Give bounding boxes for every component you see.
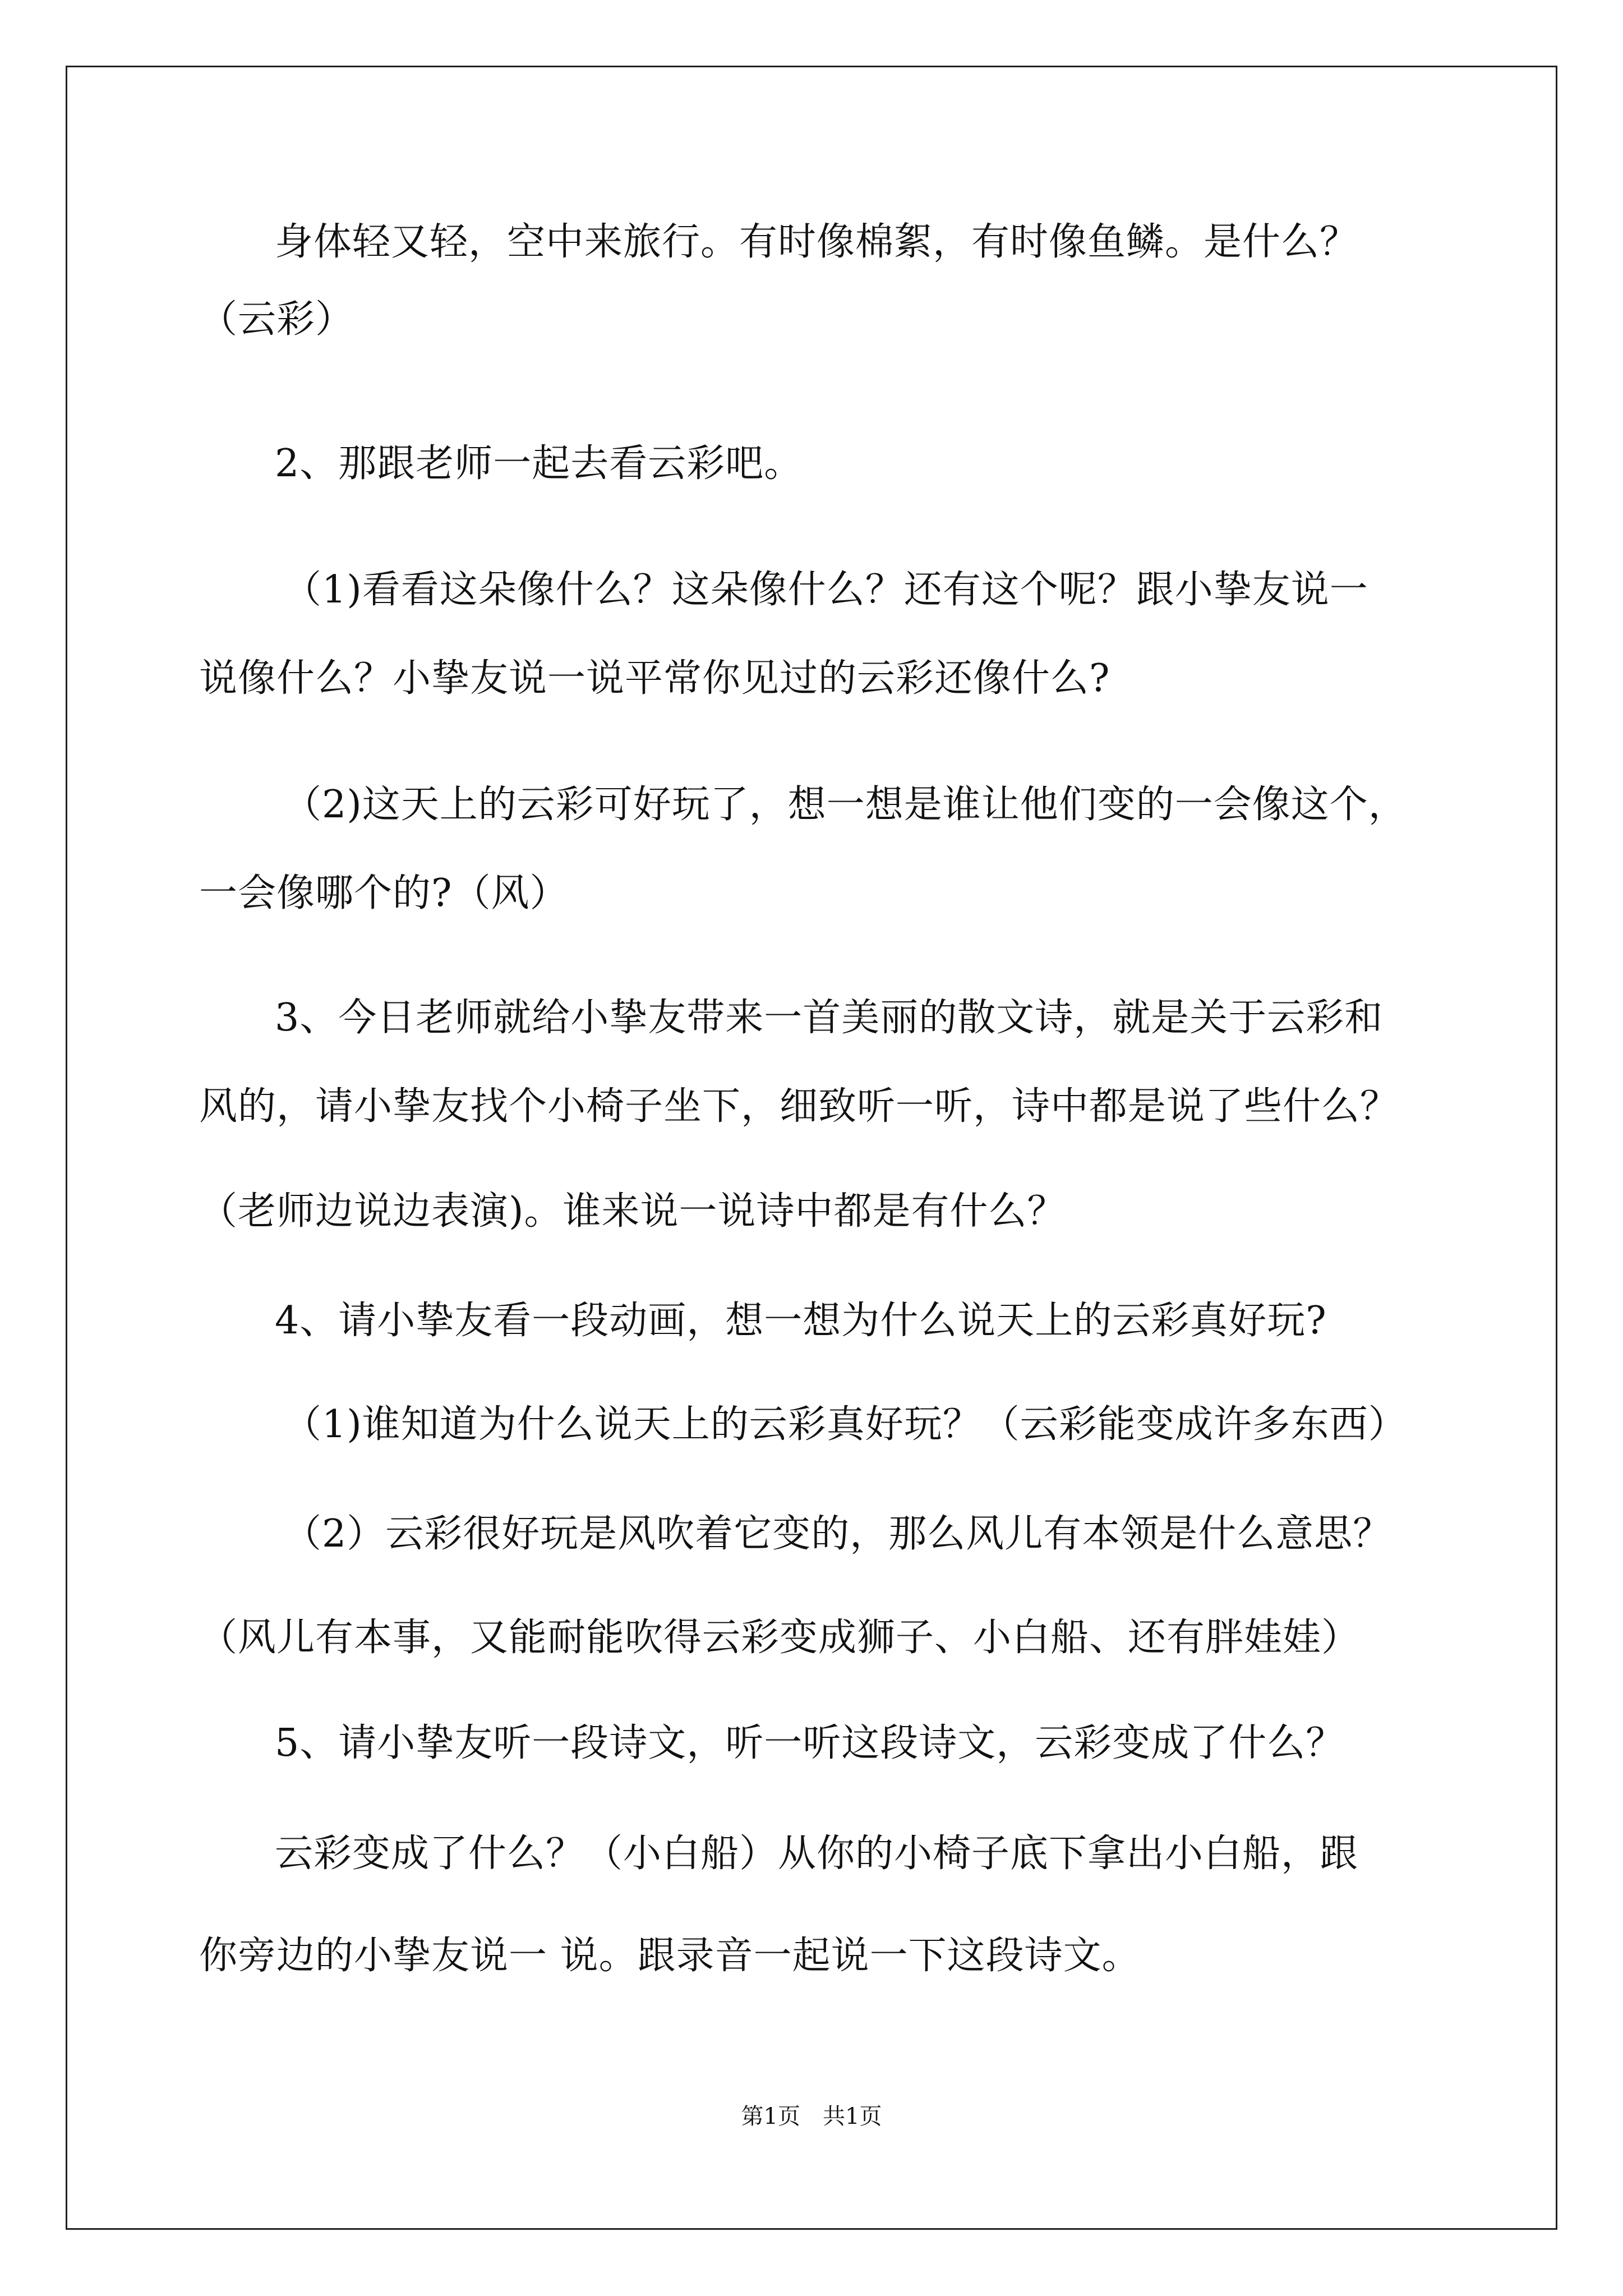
text-line-6: （2)这天上的云彩可好玩了，想一想是谁让他们变的一会像这个， — [283, 783, 1407, 827]
text-line-4: （1)看看这朵像什么？这朵像什么？还有这个呢？跟小挚友说一 — [283, 568, 1368, 612]
text-line-7: 一会像哪个的?（风） — [199, 871, 569, 915]
text-line-8: 3、今日老师就给小挚友带来一首美丽的散文诗，就是关于云彩和 — [275, 996, 1384, 1040]
text-line-12: （1)谁知道为什么说天上的云彩真好玩？（云彩能变成许多东西） — [283, 1402, 1407, 1447]
page-footer: 第1页 共1页 — [741, 2104, 882, 2129]
text-line-3: 2、那跟老师一起去看云彩吧。 — [275, 441, 803, 486]
page-border — [66, 66, 1557, 2230]
text-line-11: 4、请小挚友看一段动画，想一想为什么说天上的云彩真好玩? — [275, 1299, 1327, 1343]
text-line-16: 云彩变成了什么？（小白船）从你的小椅子底下拿出小白船，跟 — [275, 1832, 1359, 1876]
text-line-9: 风的，请小挚友找个小椅子坐下，细致听一听，诗中都是说了些什么？ — [199, 1084, 1399, 1129]
text-line-5: 说像什么？小挚友说一说平常你见过的云彩还像什么? — [199, 656, 1110, 701]
text-line-14: （风儿有本事，又能耐能吹得云彩变成狮子、小白船、还有胖娃娃） — [199, 1616, 1361, 1660]
text-line-1: 身体轻又轻，空中来旅行。有时像棉絮，有时像鱼鳞。是什么？ — [275, 220, 1359, 264]
text-line-17: 你旁边的小挚友说一 说。跟录音一起说一下这段诗文。 — [199, 1934, 1141, 1978]
text-line-2: （云彩） — [199, 297, 354, 342]
text-line-10: （老师边说边表演)。谁来说一说诗中都是有什么？ — [199, 1189, 1066, 1234]
text-line-15: 5、请小挚友听一段诗文，听一听这段诗文，云彩变成了什么？ — [275, 1721, 1345, 1765]
text-line-13: （2）云彩很好玩是风吹着它变的，那么风儿有本领是什么意思？ — [283, 1512, 1392, 1556]
